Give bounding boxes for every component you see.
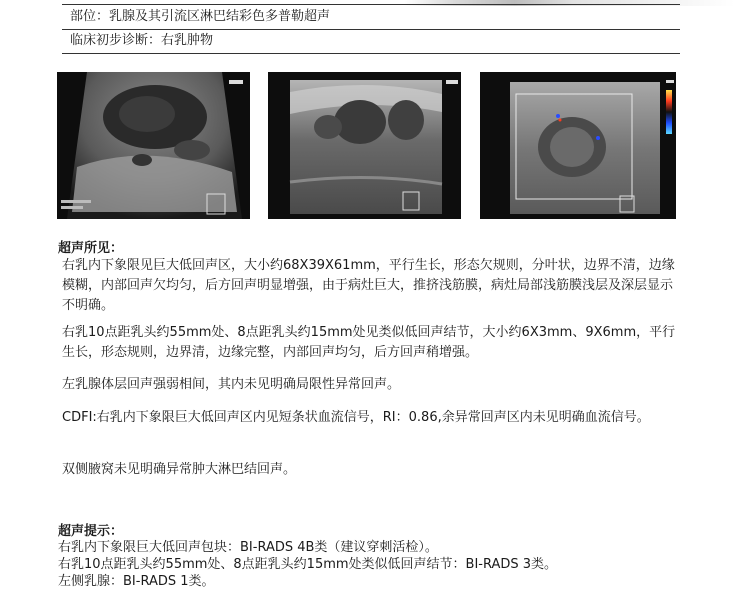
conclusion-title: 超声提示： [58,524,124,539]
doppler-image-3 [480,72,676,219]
ultrasound-image-2 [268,72,461,219]
conclusion-line-3: 左侧乳腺：BI-RADS 1类。 [58,574,215,589]
findings-paragraph-3: 左乳腺体层回声强弱相间，其内未见明确局限性异常回声。 [62,377,401,392]
exam-site-row [62,4,680,30]
conclusion-line-1: 右乳内下象限巨大低回声包块：BI-RADS 4B类（建议穿刺活检）。 [58,540,438,555]
findings-paragraph-5: 双侧腋窝未见明确异常肿大淋巴结回声。 [62,462,297,477]
findings-title: 超声所见： [58,241,124,256]
clinical-diagnosis-label: 临床初步诊断：右乳肿物 [70,33,214,48]
exam-site-label: 部位：乳腺及其引流区淋巴结彩色多普勒超声 [70,9,331,24]
findings-paragraph-1: 右乳内下象限见巨大低回声区，大小约68X39X61mm，平行生长，形态欠规则，分叶状，边界不清，边缘模糊，内部回声欠均匀，后方回声明显增强，由于病灶巨大，推挤浅筋膜，病灶局部浅筋膜浅层及深层显示不明确。 [62,258,675,313]
clinical-diagnosis-row [62,29,680,54]
ultrasound-image-1 [57,72,250,219]
findings-paragraph-4: CDFI:右乳内下象限巨大低回声区内见短条状血流信号，RI：0.86,余异常回声区内未见明确血流信号。 [62,410,650,425]
conclusion-line-2: 右乳10点距乳头约55mm处、8点距乳头约15mm处类似低回声结节：BI-RADS 3类。 [58,557,558,572]
findings-paragraph-2: 右乳10点距乳头约55mm处、8点距乳头约15mm处见类似低回声结节，大小约6X3mm、9X6mm，平行生长，形态规则，边界清，边缘完整，内部回声均匀，后方回声稍增强。 [62,325,676,360]
